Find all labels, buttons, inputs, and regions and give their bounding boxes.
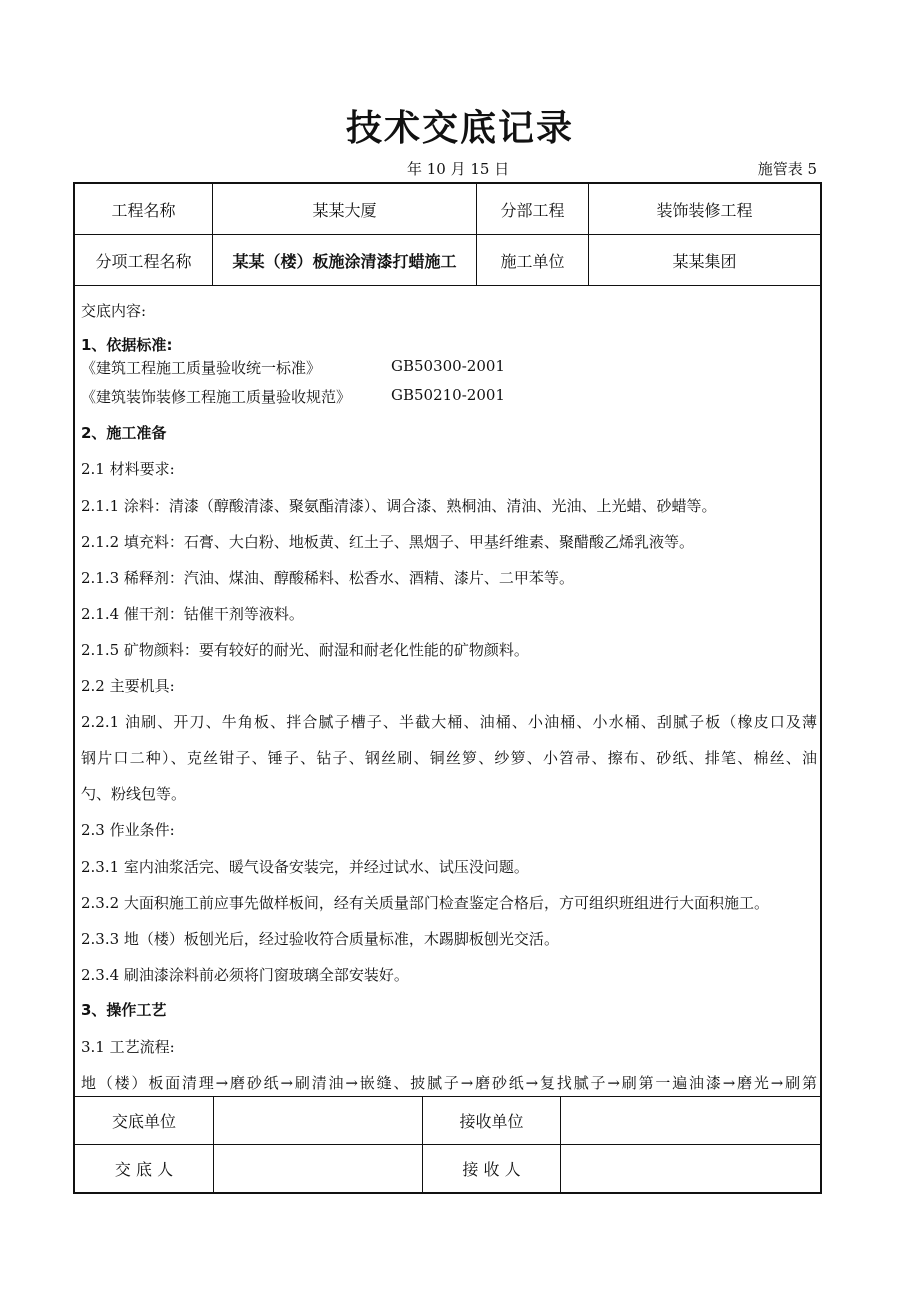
content-line: 3.1 工艺流程:: [81, 1038, 175, 1056]
division-label: 分部工程: [500, 200, 565, 220]
subitem-value: 某某（楼）板施涂清漆打蜡施工: [232, 251, 457, 271]
form-number: 施管表 5: [757, 160, 817, 178]
receiver-unit-label: 接收单位: [459, 1112, 524, 1131]
content-line: 2.1 材料要求:: [81, 460, 175, 478]
content-line: 勺、粉线包等。: [81, 785, 187, 803]
subitem-label: 分项工程名称: [95, 251, 192, 271]
standard-name: 《建筑装饰装修工程施工质量验收规范》: [81, 388, 352, 406]
standard-code: GB50210-2001: [391, 386, 505, 404]
section-1-title: 1、依据标准:: [81, 336, 173, 354]
content-line: 2.3.1 室内油浆活完、暖气设备安装完，并经过试水、试压没问题。: [81, 858, 529, 876]
content-line: 2.2.1 油刷、开刀、牛角板、拌合腻子槽子、半截大桶、油桶、小油桶、小水桶、刮腻子板（橡皮口及薄: [81, 713, 817, 731]
content-line: 2.1.1 涂料：清漆（醇酸清漆、聚氨酯清漆）、调合漆、熟桐油、清油、光油、上光蜡、砂蜡等。: [81, 497, 717, 515]
section-3-title: 3、操作工艺: [81, 1001, 167, 1019]
project-name-label: 工程名称: [111, 200, 176, 220]
standard-item: [81, 386, 817, 407]
content-line: 地（楼）板面清理→磨砂纸→刷清油→嵌缝、披腻子→磨砂纸→复找腻子→刷第一遍油漆→磨光→刷第: [81, 1074, 817, 1092]
section-2-title: 2、施工准备: [81, 424, 167, 442]
content-area: [75, 286, 820, 1096]
issuer-unit-field[interactable]: [214, 1097, 422, 1144]
content-line: 钢片口二种）、克丝钳子、锤子、钻子、钢丝刷、铜丝箩、纱箩、小笤帚、擦布、砂纸、排笔、棉丝、油: [81, 749, 817, 767]
standard-code: GB50300-2001: [391, 357, 505, 375]
contractor-value: 某某集团: [672, 251, 737, 271]
content-line: 2.1.2 填充料：石膏、大白粉、地板黄、红土子、黑烟子、甲基纤维素、聚醋酸乙烯乳液等。: [81, 533, 694, 551]
content-line: 2.1.5 矿物颜料：要有较好的耐光、耐湿和耐老化性能的矿物颜料。: [81, 641, 529, 659]
content-intro: 交底内容:: [81, 302, 147, 320]
standard-item: [81, 357, 817, 378]
content-line: 2.3.4 刷油漆涂料前必须将门窗玻璃全部安装好。: [81, 966, 409, 984]
division-value: 装饰装修工程: [656, 200, 753, 220]
issuer-field[interactable]: [214, 1145, 422, 1192]
content-line: 2.1.4 催干剂：钴催干剂等液料。: [81, 605, 304, 623]
content-line: 2.1.3 稀释剂：汽油、煤油、醇酸稀料、松香水、酒精、漆片、二甲苯等。: [81, 569, 574, 587]
receiver-field[interactable]: [561, 1145, 820, 1192]
issuer-unit-label: 交底单位: [111, 1112, 176, 1131]
project-name-value: 某某大厦: [312, 200, 377, 220]
standard-name: 《建筑工程施工质量验收统一标准》: [81, 359, 322, 377]
content-line: 2.3 作业条件:: [81, 821, 175, 839]
receiver-unit-field[interactable]: [561, 1097, 820, 1144]
contractor-label: 施工单位: [500, 251, 565, 271]
page-title: 技术交底记录: [345, 108, 574, 149]
content-line: 2.2 主要机具:: [81, 677, 175, 695]
content-line: 2.3.3 地（楼）板刨光后，经过验收符合质量标准，木踢脚板刨光交活。: [81, 930, 559, 948]
date-text: 年 10 月 15 日: [407, 160, 510, 178]
content-line: 2.3.2 大面积施工前应事先做样板间，经有关质量部门检查鉴定合格后，方可组织班组进行大面积施工。: [81, 894, 769, 912]
receiver-label: 接 收 人: [462, 1160, 521, 1179]
issuer-label: 交 底 人: [114, 1160, 174, 1179]
record-table: [73, 182, 822, 1194]
